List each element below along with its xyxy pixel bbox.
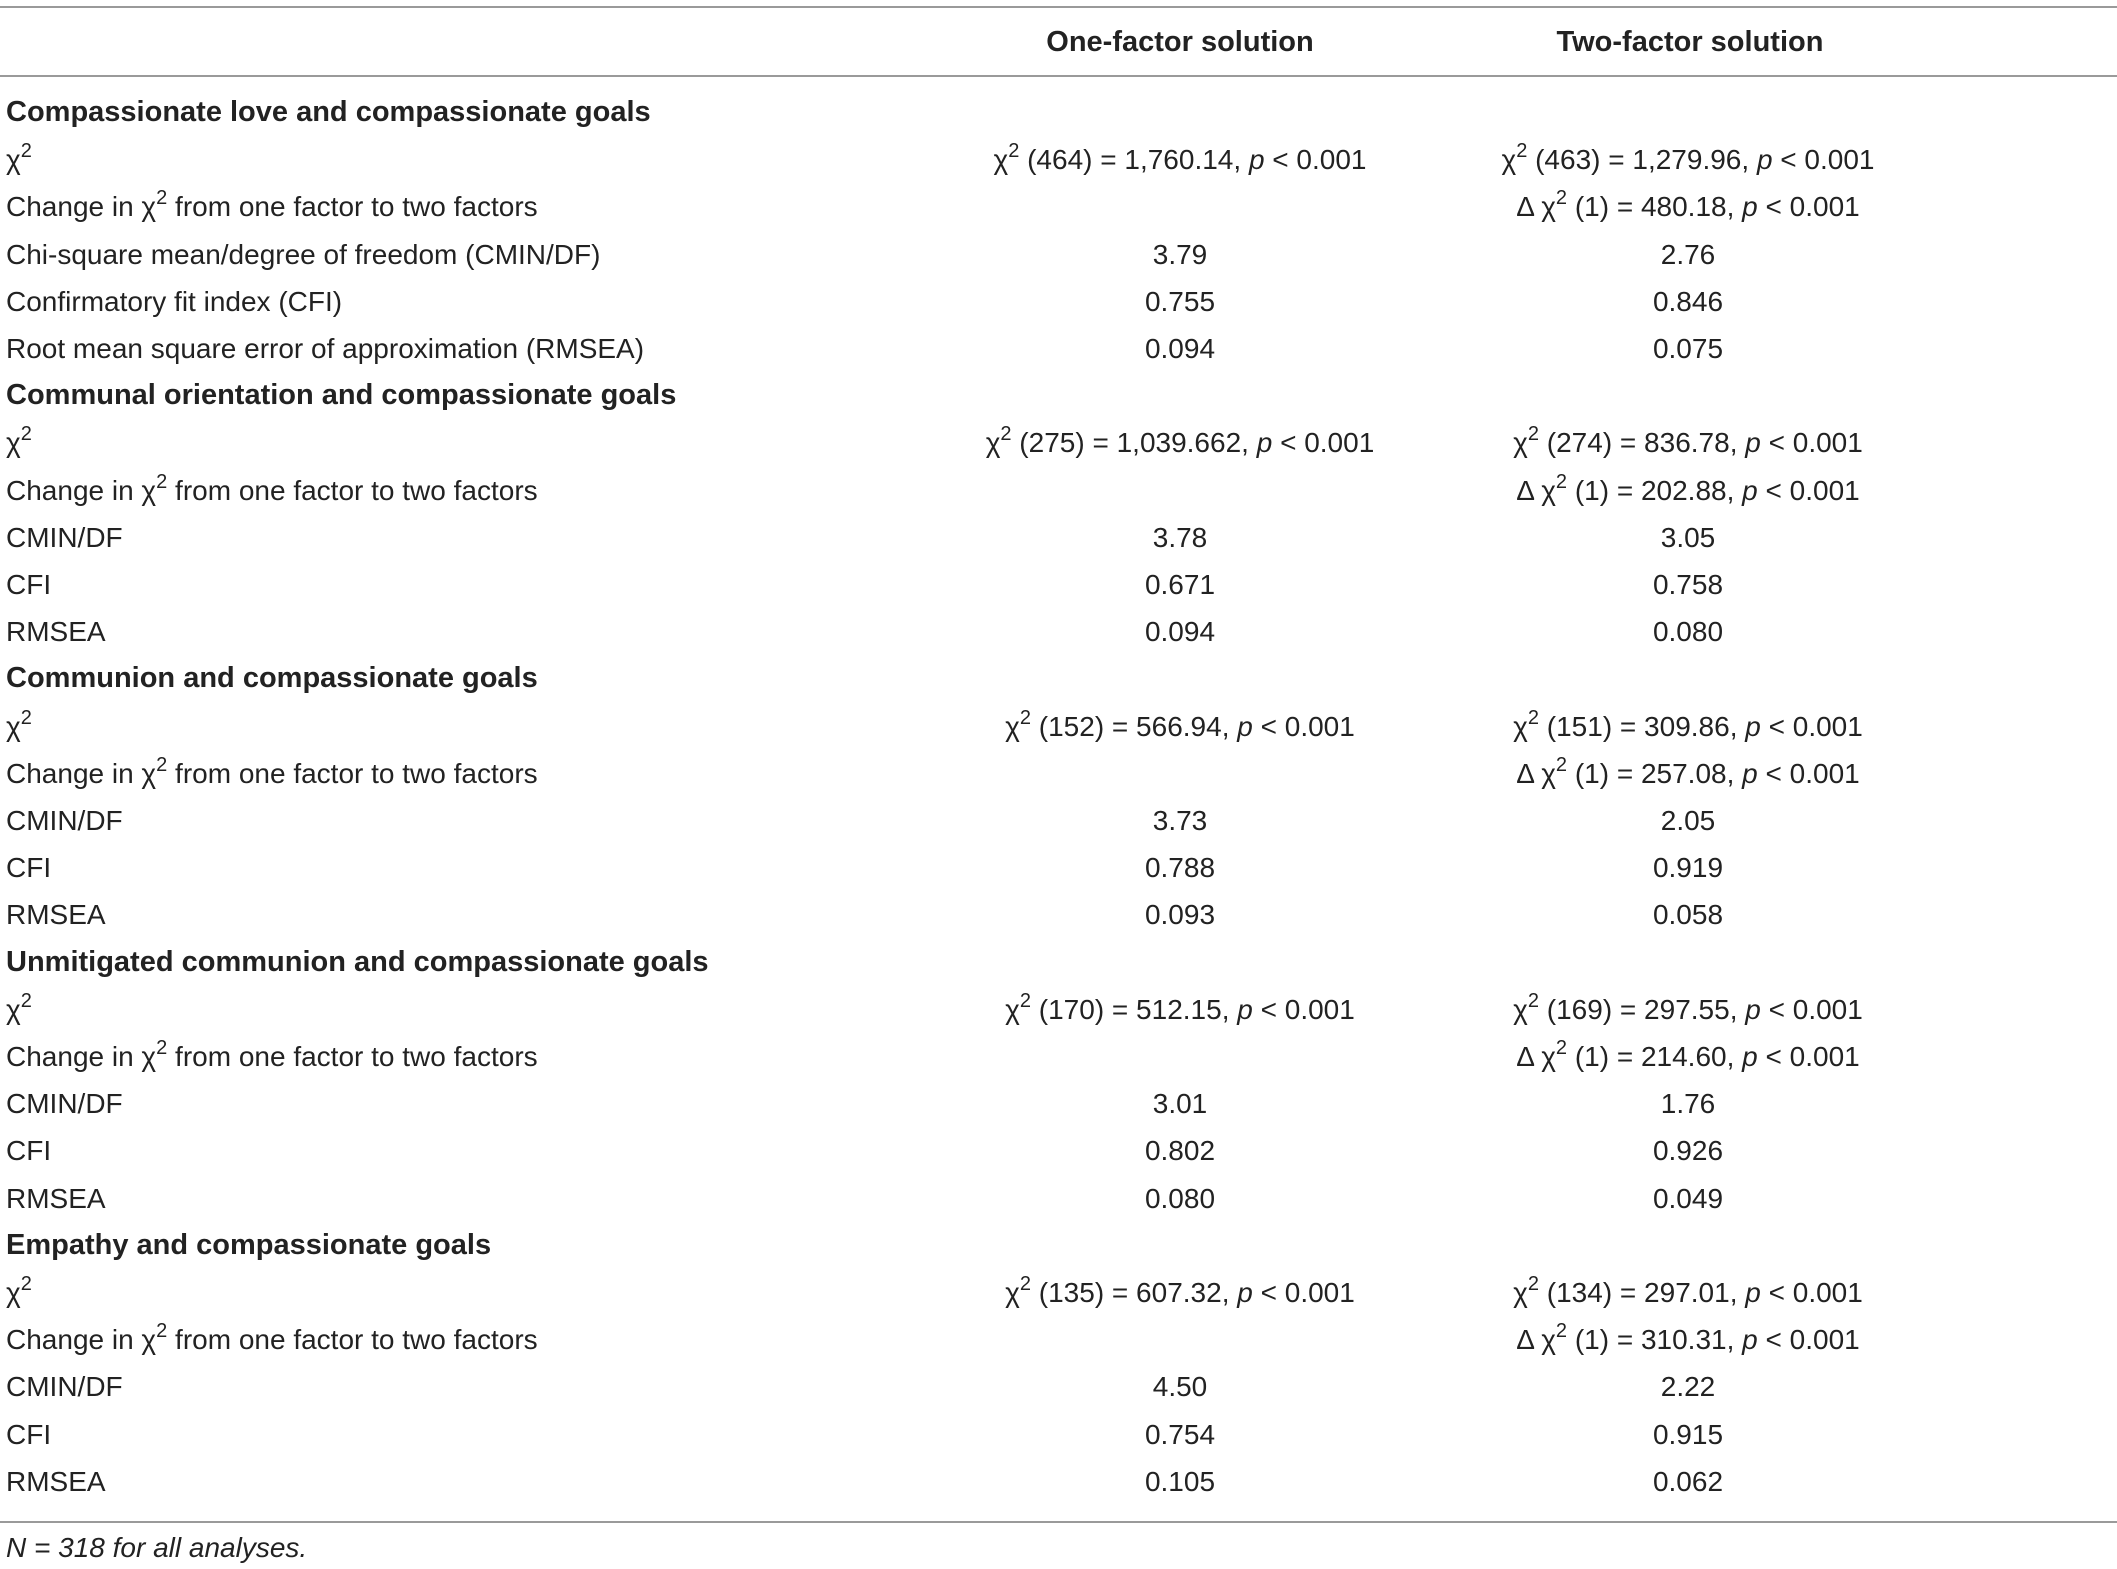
cell-value: 0.671 [1144,569,1216,600]
table-row [0,891,2117,938]
superscript: 2 [20,707,32,729]
cell-two-factor [1388,1363,1988,1410]
row-label-text: χ [6,1277,21,1308]
cell-value: 0.093 [1144,899,1216,930]
table-row [0,608,2117,655]
bottom-rule [0,1521,2117,1523]
cell-value: 3.79 [1152,239,1208,270]
table-row [0,1175,2117,1222]
superscript: 2 [20,1273,32,1295]
p-symbol: p [1742,475,1758,506]
stat-symbol: χ [1005,994,1020,1025]
row-label-text: CFI [6,569,52,600]
row-label [6,561,51,608]
stat-symbol: Δ χ [1516,1041,1556,1072]
p-symbol: p [1745,427,1761,458]
row-label-text: CMIN/DF [6,522,123,553]
superscript: 2 [20,423,32,445]
p-symbol: p [1742,191,1758,222]
table-row [0,1363,2117,1410]
p-value: < 0.001 [1760,427,1863,458]
cell-value: 0.758 [1652,569,1724,600]
table-row [0,467,2117,514]
cell-two-factor [1388,1080,1988,1127]
cell-value: 0.915 [1652,1419,1724,1450]
table-row [0,419,2117,466]
p-value: < 0.001 [1757,475,1860,506]
table-row [0,844,2117,891]
row-label [6,750,538,797]
row-label [6,844,51,891]
p-value: < 0.001 [1252,994,1355,1025]
row-label-text: Confirmatory fit index (CFI) [6,286,343,317]
section-heading-row [0,1222,2117,1269]
stat-symbol: Δ χ [1516,1324,1556,1355]
superscript: 2 [1019,1273,1031,1295]
p-symbol: p [1256,427,1273,458]
cell-value: 0.094 [1144,616,1216,647]
row-label [6,325,644,372]
cell-two-factor [1388,136,1988,183]
table-row [0,561,2117,608]
row-label-text: CFI [6,1419,52,1450]
cell-two-factor [1388,467,1988,514]
row-label-rest: from one factor to two factors [167,191,538,222]
superscript: 2 [156,187,168,209]
cell-value: 0.754 [1144,1419,1216,1450]
p-symbol: p [1237,994,1253,1025]
row-label-rest: from one factor to two factors [167,758,538,789]
p-value: < 0.001 [1252,1277,1355,1308]
row-label-rest: from one factor to two factors [167,475,538,506]
cell-value: 3.05 [1660,522,1716,553]
header-rule [0,75,2117,77]
row-label-text: CMIN/DF [6,1371,123,1402]
superscript: 2 [1555,754,1568,776]
stat-symbol: χ [1513,1277,1528,1308]
row-label-text: RMSEA [6,899,106,930]
cell-value: 3.73 [1152,805,1208,836]
stat-value: (1) = 214.60, [1567,1041,1743,1072]
row-label-text: χ [6,994,21,1025]
stat-symbol: Δ χ [1516,191,1556,222]
superscript: 2 [1555,1037,1568,1059]
stat-value: (274) = 836.78, [1539,427,1746,458]
row-label-rest: from one factor to two factors [167,1041,538,1072]
cell-two-factor [1388,844,1988,891]
stat-value: (463) = 1,279.96, [1527,144,1757,175]
p-value: < 0.001 [1272,427,1375,458]
row-label [6,1316,538,1363]
cell-two-factor [1388,561,1988,608]
p-symbol: p [1745,711,1761,742]
row-label-text: RMSEA [6,1466,106,1497]
table-row [0,325,2117,372]
row-label-text: Root mean square error of approximation (RMSEA) [6,333,645,364]
cell-value: 0.846 [1652,286,1724,317]
row-label [6,136,32,183]
p-symbol: p [1237,711,1253,742]
stat-value: (169) = 297.55, [1539,994,1746,1025]
cell-two-factor [1388,608,1988,655]
cell-two-factor [1388,1458,1988,1505]
column-header-two-factor: Two-factor solution [1556,26,1824,58]
row-label-text: Change in χ [6,758,157,789]
table-row [0,1033,2117,1080]
stat-symbol: χ [1513,427,1528,458]
stat-value: (151) = 309.86, [1539,711,1746,742]
cell-two-factor [1388,419,1988,466]
cell-value: 0.049 [1652,1183,1724,1214]
row-label-text: Chi-square mean/degree of freedom (CMIN/DF) [6,239,601,270]
cell-value: 0.094 [1144,333,1216,364]
cell-two-factor [1388,1033,1988,1080]
superscript: 2 [1527,1273,1539,1295]
row-label-text: Change in χ [6,475,157,506]
row-label [6,608,106,655]
table-footnote: N = 318 for all analyses. [6,1532,308,1563]
superscript: 2 [1527,990,1539,1012]
cell-value: 0.080 [1144,1183,1216,1214]
p-symbol: p [1237,1277,1253,1308]
table-row [0,136,2117,183]
cell-value: 0.802 [1144,1135,1216,1166]
table-row [0,183,2117,230]
superscript: 2 [1000,423,1012,445]
cell-two-factor [1388,514,1988,561]
table-row [0,750,2117,797]
cell-value: 0.926 [1652,1135,1724,1166]
p-value: < 0.001 [1264,144,1367,175]
superscript: 2 [1555,1320,1568,1342]
row-label [6,1080,123,1127]
cell-two-factor [1388,1269,1988,1316]
row-label-text: Change in χ [6,191,157,222]
superscript: 2 [156,1320,168,1342]
cell-two-factor [1388,986,1988,1033]
stat-value: (170) = 512.15, [1031,994,1238,1025]
table-row [0,231,2117,278]
stat-value: (135) = 607.32, [1031,1277,1238,1308]
superscript: 2 [20,990,32,1012]
row-label [6,231,600,278]
p-value: < 0.001 [1757,758,1860,789]
table-row [0,1458,2117,1505]
stat-symbol: χ [1501,144,1517,175]
section-heading-row [0,655,2117,702]
superscript: 2 [20,140,32,162]
row-label [6,467,538,514]
column-header-one-factor: One-factor solution [1046,26,1314,58]
table-row [0,278,2117,325]
row-label-text: CMIN/DF [6,1088,123,1119]
row-label-text: Change in χ [6,1324,157,1355]
stat-value: (1) = 480.18, [1567,191,1743,222]
cell-value: 0.755 [1144,286,1216,317]
cell-value: 0.919 [1652,852,1724,883]
table-row [0,703,2117,750]
stat-value: (275) = 1,039.662, [1011,427,1257,458]
cell-value: 0.788 [1144,852,1216,883]
p-symbol: p [1745,994,1761,1025]
row-label-text: χ [6,711,21,742]
stat-symbol: Δ χ [1516,758,1556,789]
cell-value: 2.22 [1660,1371,1716,1402]
superscript: 2 [156,471,168,493]
cell-value: 0.105 [1144,1466,1216,1497]
row-label [6,1033,538,1080]
p-symbol: p [1248,144,1265,175]
cell-value: 4.50 [1152,1371,1208,1402]
cell-value: 0.080 [1652,616,1724,647]
stat-value: (464) = 1,760.14, [1019,144,1249,175]
table-row [0,797,2117,844]
p-value: < 0.001 [1760,711,1863,742]
row-label [6,1127,51,1174]
superscript: 2 [156,1037,168,1059]
table-row [0,1080,2117,1127]
table-row [0,1411,2117,1458]
superscript: 2 [1019,990,1031,1012]
cell-two-factor [1388,1411,1988,1458]
row-label-text: χ [6,427,21,458]
p-value: < 0.001 [1772,144,1875,175]
row-label-text: RMSEA [6,1183,106,1214]
stat-symbol: χ [1513,711,1528,742]
cell-two-factor [1388,183,1988,230]
cell-value: 2.76 [1660,239,1716,270]
row-label-text: Change in χ [6,1041,157,1072]
section-title: Unmitigated communion and compassionate goals [6,946,709,978]
section-heading-row [0,939,2117,986]
cell-two-factor [1388,797,1988,844]
table-row [0,514,2117,561]
row-label-text: CFI [6,852,52,883]
row-label [6,891,106,938]
p-value: < 0.001 [1757,191,1860,222]
row-label [6,1458,106,1505]
cell-two-factor [1388,325,1988,372]
p-symbol: p [1742,1041,1758,1072]
section-heading-row [0,372,2117,419]
superscript: 2 [1555,471,1568,493]
p-value: < 0.001 [1757,1324,1860,1355]
cell-two-factor [1388,750,1988,797]
superscript: 2 [1527,707,1539,729]
superscript: 2 [1019,707,1031,729]
row-label [6,419,32,466]
row-label-text: CMIN/DF [6,805,123,836]
cell-value: 0.075 [1652,333,1724,364]
row-label [6,703,32,750]
row-label [6,797,123,844]
row-label [6,1175,106,1222]
superscript: 2 [156,754,168,776]
stat-symbol: χ [985,427,1001,458]
section-title: Compassionate love and compassionate goals [6,96,651,128]
p-value: < 0.001 [1760,994,1863,1025]
stat-symbol: χ [1005,1277,1020,1308]
section-heading-row [0,89,2117,136]
row-label [6,278,342,325]
stat-symbol: Δ χ [1516,475,1556,506]
stat-symbol: χ [993,144,1009,175]
p-value: < 0.001 [1252,711,1355,742]
row-label [6,183,538,230]
row-label [6,514,123,561]
row-label-text: CFI [6,1135,52,1166]
stat-value: (1) = 202.88, [1567,475,1743,506]
section-title: Communion and compassionate goals [6,662,538,694]
stat-value: (134) = 297.01, [1539,1277,1746,1308]
section-title: Communal orientation and compassionate goals [6,379,677,411]
superscript: 2 [1516,140,1528,162]
p-symbol: p [1756,144,1773,175]
p-value: < 0.001 [1760,1277,1863,1308]
stat-symbol: χ [1005,711,1020,742]
top-rule [0,6,2117,8]
cell-two-factor [1388,278,1988,325]
section-title: Empathy and compassionate goals [6,1229,492,1261]
cell-two-factor [1388,1175,1988,1222]
cell-value: 3.01 [1152,1088,1208,1119]
row-label-text: χ [6,144,21,175]
superscript: 2 [1527,423,1539,445]
stat-symbol: χ [1513,994,1528,1025]
row-label [6,1269,32,1316]
table-row [0,1127,2117,1174]
cell-two-factor [1388,1316,1988,1363]
row-label-rest: from one factor to two factors [167,1324,538,1355]
superscript: 2 [1555,187,1568,209]
row-label [6,1411,51,1458]
cell-value: 1.76 [1660,1088,1716,1119]
cell-value: 2.05 [1660,805,1716,836]
row-label [6,986,32,1033]
stat-value: (1) = 310.31, [1567,1324,1743,1355]
table-row [0,1269,2117,1316]
cell-two-factor [1388,231,1988,278]
cell-value: 0.062 [1652,1466,1724,1497]
table-row [0,1316,2117,1363]
stat-value: (1) = 257.08, [1567,758,1743,789]
p-value: < 0.001 [1757,1041,1860,1072]
row-label-text: RMSEA [6,616,106,647]
cell-two-factor [1388,1127,1988,1174]
row-label [6,1363,123,1410]
p-symbol: p [1742,758,1758,789]
cell-two-factor [1388,703,1988,750]
p-symbol: p [1745,1277,1761,1308]
cell-value: 3.78 [1152,522,1208,553]
table-row [0,986,2117,1033]
superscript: 2 [1008,140,1020,162]
p-symbol: p [1742,1324,1758,1355]
cell-two-factor [1388,891,1988,938]
cell-value: 0.058 [1652,899,1724,930]
stat-value: (152) = 566.94, [1031,711,1238,742]
